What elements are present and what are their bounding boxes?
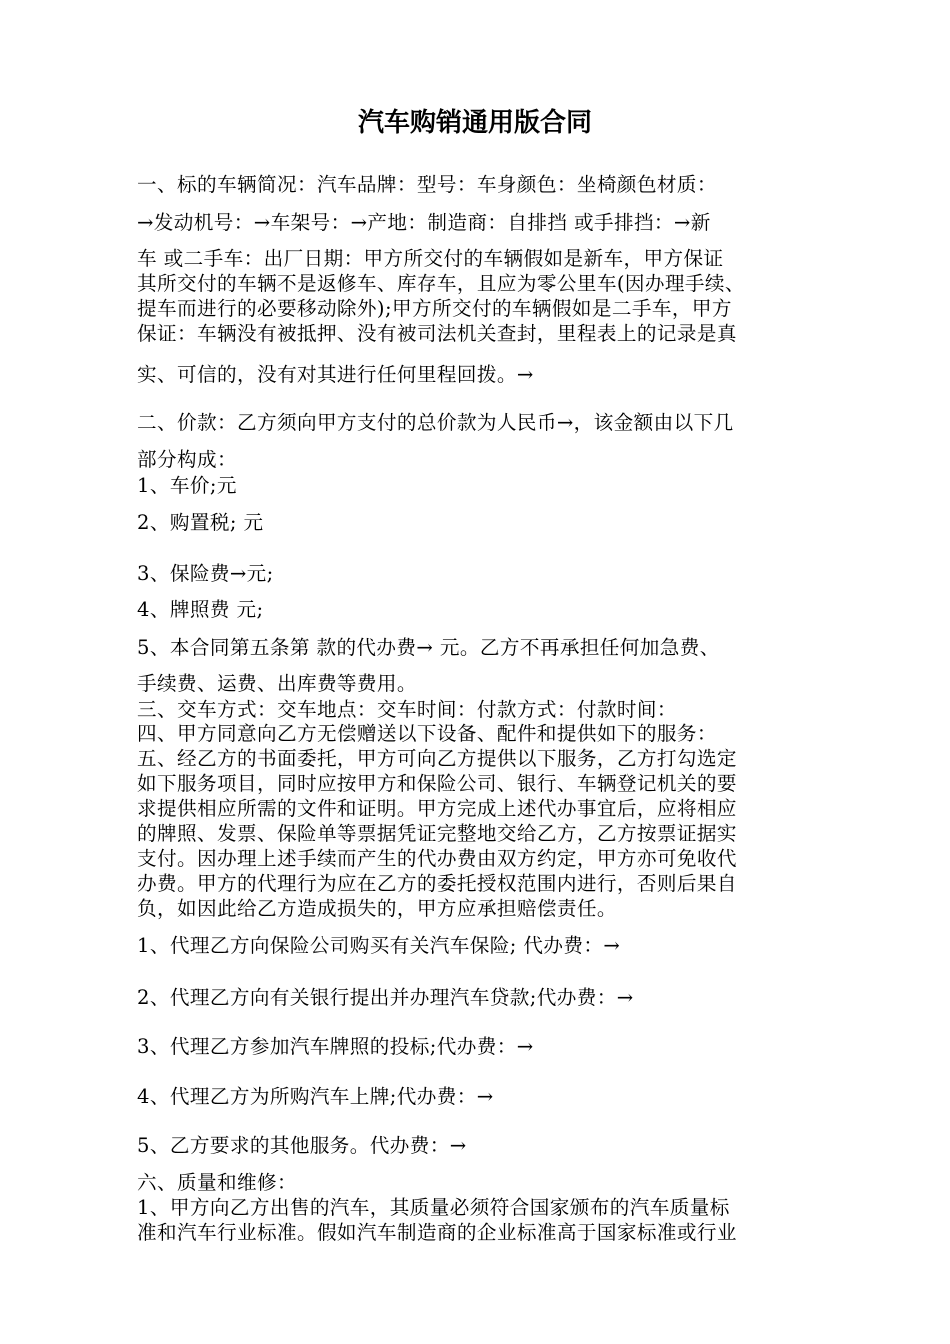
document-title: 汽车购销通用版合同: [357, 108, 592, 138]
text-line: 3、保险费→元;: [137, 562, 274, 585]
text-line: 五、经乙方的书面委托，甲方可向乙方提供以下服务，乙方打勾选定: [137, 747, 737, 770]
text-line: 如下服务项目，同时应按甲方和保险公司、银行、车辆登记机关的要: [137, 772, 737, 795]
text-line: 四、甲方同意向乙方无偿赠送以下设备、配件和提供如下的服务：: [137, 722, 717, 745]
text-line: 5、本合同第五条第 款的代办费→ 元。乙方不再承担任何加急费、: [137, 636, 720, 659]
text-line: 车 或二手车：出厂日期：甲方所交付的车辆假如是新车，甲方保证: [137, 247, 724, 270]
text-line: 二、价款：乙方须向甲方支付的总价款为人民币→，该金额由以下几: [137, 411, 734, 434]
text-line: 实、可信的，没有对其进行任何里程回拨。→: [137, 363, 534, 386]
text-line: 准和汽车行业标准。假如汽车制造商的企业标准高于国家标准或行业: [137, 1221, 737, 1244]
text-line: 保证：车辆没有被抵押、没有被司法机关查封，里程表上的记录是真: [137, 322, 737, 345]
text-line: 1、甲方向乙方出售的汽车，其质量必须符合国家颁布的汽车质量标: [137, 1196, 730, 1219]
text-line: 求提供相应所需的文件和证明。甲方完成上述代办事宜后，应将相应: [137, 797, 737, 820]
text-line: 部分构成：: [137, 448, 237, 471]
text-line: 负，如因此给乙方造成损失的，甲方应承担赔偿责任。: [137, 897, 617, 920]
text-line: 手续费、运费、出库费等费用。: [137, 672, 417, 695]
text-line: 一、标的车辆简况：汽车品牌：型号：车身颜色：坐椅颜色材质：: [137, 173, 717, 196]
text-line: 5、乙方要求的其他服务。代办费：→: [137, 1134, 467, 1157]
text-line: 提车而进行的必要移动除外);甲方所交付的车辆假如是二手车，甲方: [137, 297, 732, 320]
text-line: 其所交付的车辆不是返修车、库存车，且应为零公里车(因办理手续、: [137, 272, 745, 295]
text-line: 1、车价;元: [137, 474, 237, 497]
text-line: 4、牌照费 元;: [137, 598, 264, 621]
text-line: 六、质量和维修：: [137, 1171, 297, 1194]
text-line: 2、购置税; 元: [137, 511, 264, 534]
text-line: 1、代理乙方向保险公司购买有关汽车保险; 代办费：→: [137, 934, 621, 957]
text-line: 办费。甲方的代理行为应在乙方的委托授权范围内进行，否则后果自: [137, 872, 737, 895]
text-line: →发动机号：→车架号：→产地：制造商：自排挡 或手排挡：→新: [137, 211, 711, 234]
text-line: 的牌照、发票、保险单等票据凭证完整地交给乙方，乙方按票证据实: [137, 822, 737, 845]
text-line: 支付。因办理上述手续而产生的代办费由双方约定，甲方亦可免收代: [137, 847, 737, 870]
text-line: 三、交车方式：交车地点：交车时间：付款方式：付款时间：: [137, 698, 677, 721]
text-line: 3、代理乙方参加汽车牌照的投标;代办费：→: [137, 1035, 534, 1058]
text-line: 4、代理乙方为所购汽车上牌;代办费：→: [137, 1085, 494, 1108]
text-line: 2、代理乙方向有关银行提出并办理汽车贷款;代办费：→: [137, 986, 634, 1009]
